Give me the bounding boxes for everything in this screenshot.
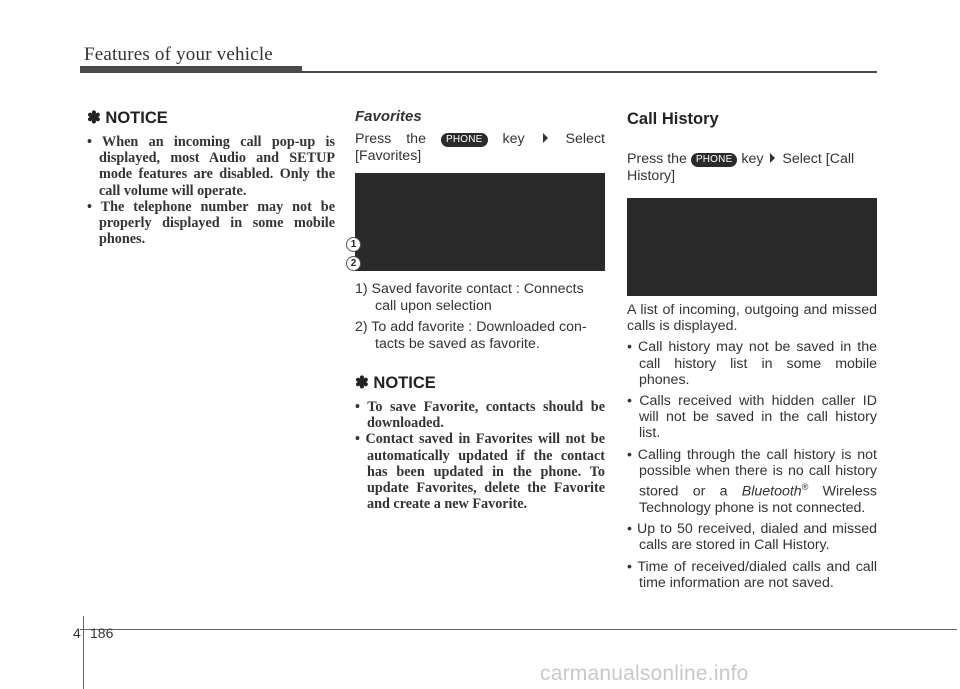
bullet-text: Wireless Technology phone is not connected. (639, 483, 877, 516)
footer-divider (83, 616, 84, 689)
callout-marker-2: 2 (346, 256, 361, 271)
key-text: key (502, 131, 525, 147)
registered-mark: ® (801, 482, 809, 493)
arrow-right-icon (770, 153, 775, 163)
bullet-item: • Up to 50 received, dialed and missed calls are stored in Call History. (627, 521, 877, 554)
press-text: Press the (355, 131, 426, 147)
notice-heading: ✽ NOTICE (355, 374, 436, 392)
call-history-instruction (627, 151, 877, 185)
header-rule (80, 71, 877, 73)
notice-heading: ✽ NOTICE (87, 109, 168, 127)
arrow-right-icon (543, 133, 548, 143)
select-text: Select [Favorites] (355, 131, 605, 164)
bullet-item: • Time of received/dialed calls and call time information are not saved. (627, 558, 877, 591)
bullet-text: • Calling through the call history is not possible when there is no call history stored or a (627, 446, 877, 500)
chapter-number: 4 (73, 625, 81, 641)
watermark-text: carmanualsonline.info (540, 662, 749, 685)
callout-marker-1: 1 (346, 237, 361, 252)
numbered-item: 2) To add favorite : Downloaded con- tacts be saved as favorite. (355, 319, 587, 352)
call-history-heading: Call History (627, 110, 719, 128)
call-history-bullets (627, 339, 877, 591)
favorites-numbered-list (355, 281, 605, 353)
notice-item: • To save Favorite, contacts should be downloaded. (355, 399, 605, 432)
select-text: Select [Call History] (627, 151, 855, 184)
press-text: Press the (627, 151, 687, 167)
favorites-instruction (355, 131, 605, 165)
numbered-item: 1) Saved favorite contact : Connects call upon selection (355, 281, 584, 314)
favorites-screen-image (355, 173, 605, 271)
bullet-item: • Calls received with hidden caller ID will not be saved in the call history list. (627, 393, 877, 442)
notice-item: • The telephone number may not be properly displayed in some mobile phones. (87, 198, 335, 248)
phone-key-badge: PHONE (691, 153, 738, 167)
notice-list (355, 399, 605, 512)
bullet-item-bluetooth (627, 447, 877, 517)
left-column (87, 108, 335, 247)
notice-item: • Contact saved in Favorites will not be automatically updated if the contact has been updated in the phone. To update Favorites, delete the Favorite and create a new Favorite. (355, 431, 605, 513)
key-text: key (741, 151, 764, 167)
bullet-item: • Call history may not be saved in the call history list in some mobile phones. (627, 339, 877, 388)
call-history-screen-image (627, 198, 877, 296)
header-title: Features of your vehicle (84, 44, 273, 65)
bluetooth-brand: Bluetooth (741, 483, 802, 500)
notice-item: • When an incoming call pop-up is displayed, most Audio and SETUP mode features are disabled. Only the call volume will operate. (87, 134, 335, 199)
phone-key-badge: PHONE (441, 133, 488, 147)
call-history-intro: A list of incoming, outgoing and missed calls is displayed. (627, 302, 877, 335)
favorites-heading: Favorites (355, 108, 422, 125)
footer-rule (80, 629, 957, 630)
notice-list (87, 134, 335, 247)
middle-column (355, 108, 605, 512)
right-column (627, 108, 877, 596)
page-number: 186 (90, 625, 114, 641)
